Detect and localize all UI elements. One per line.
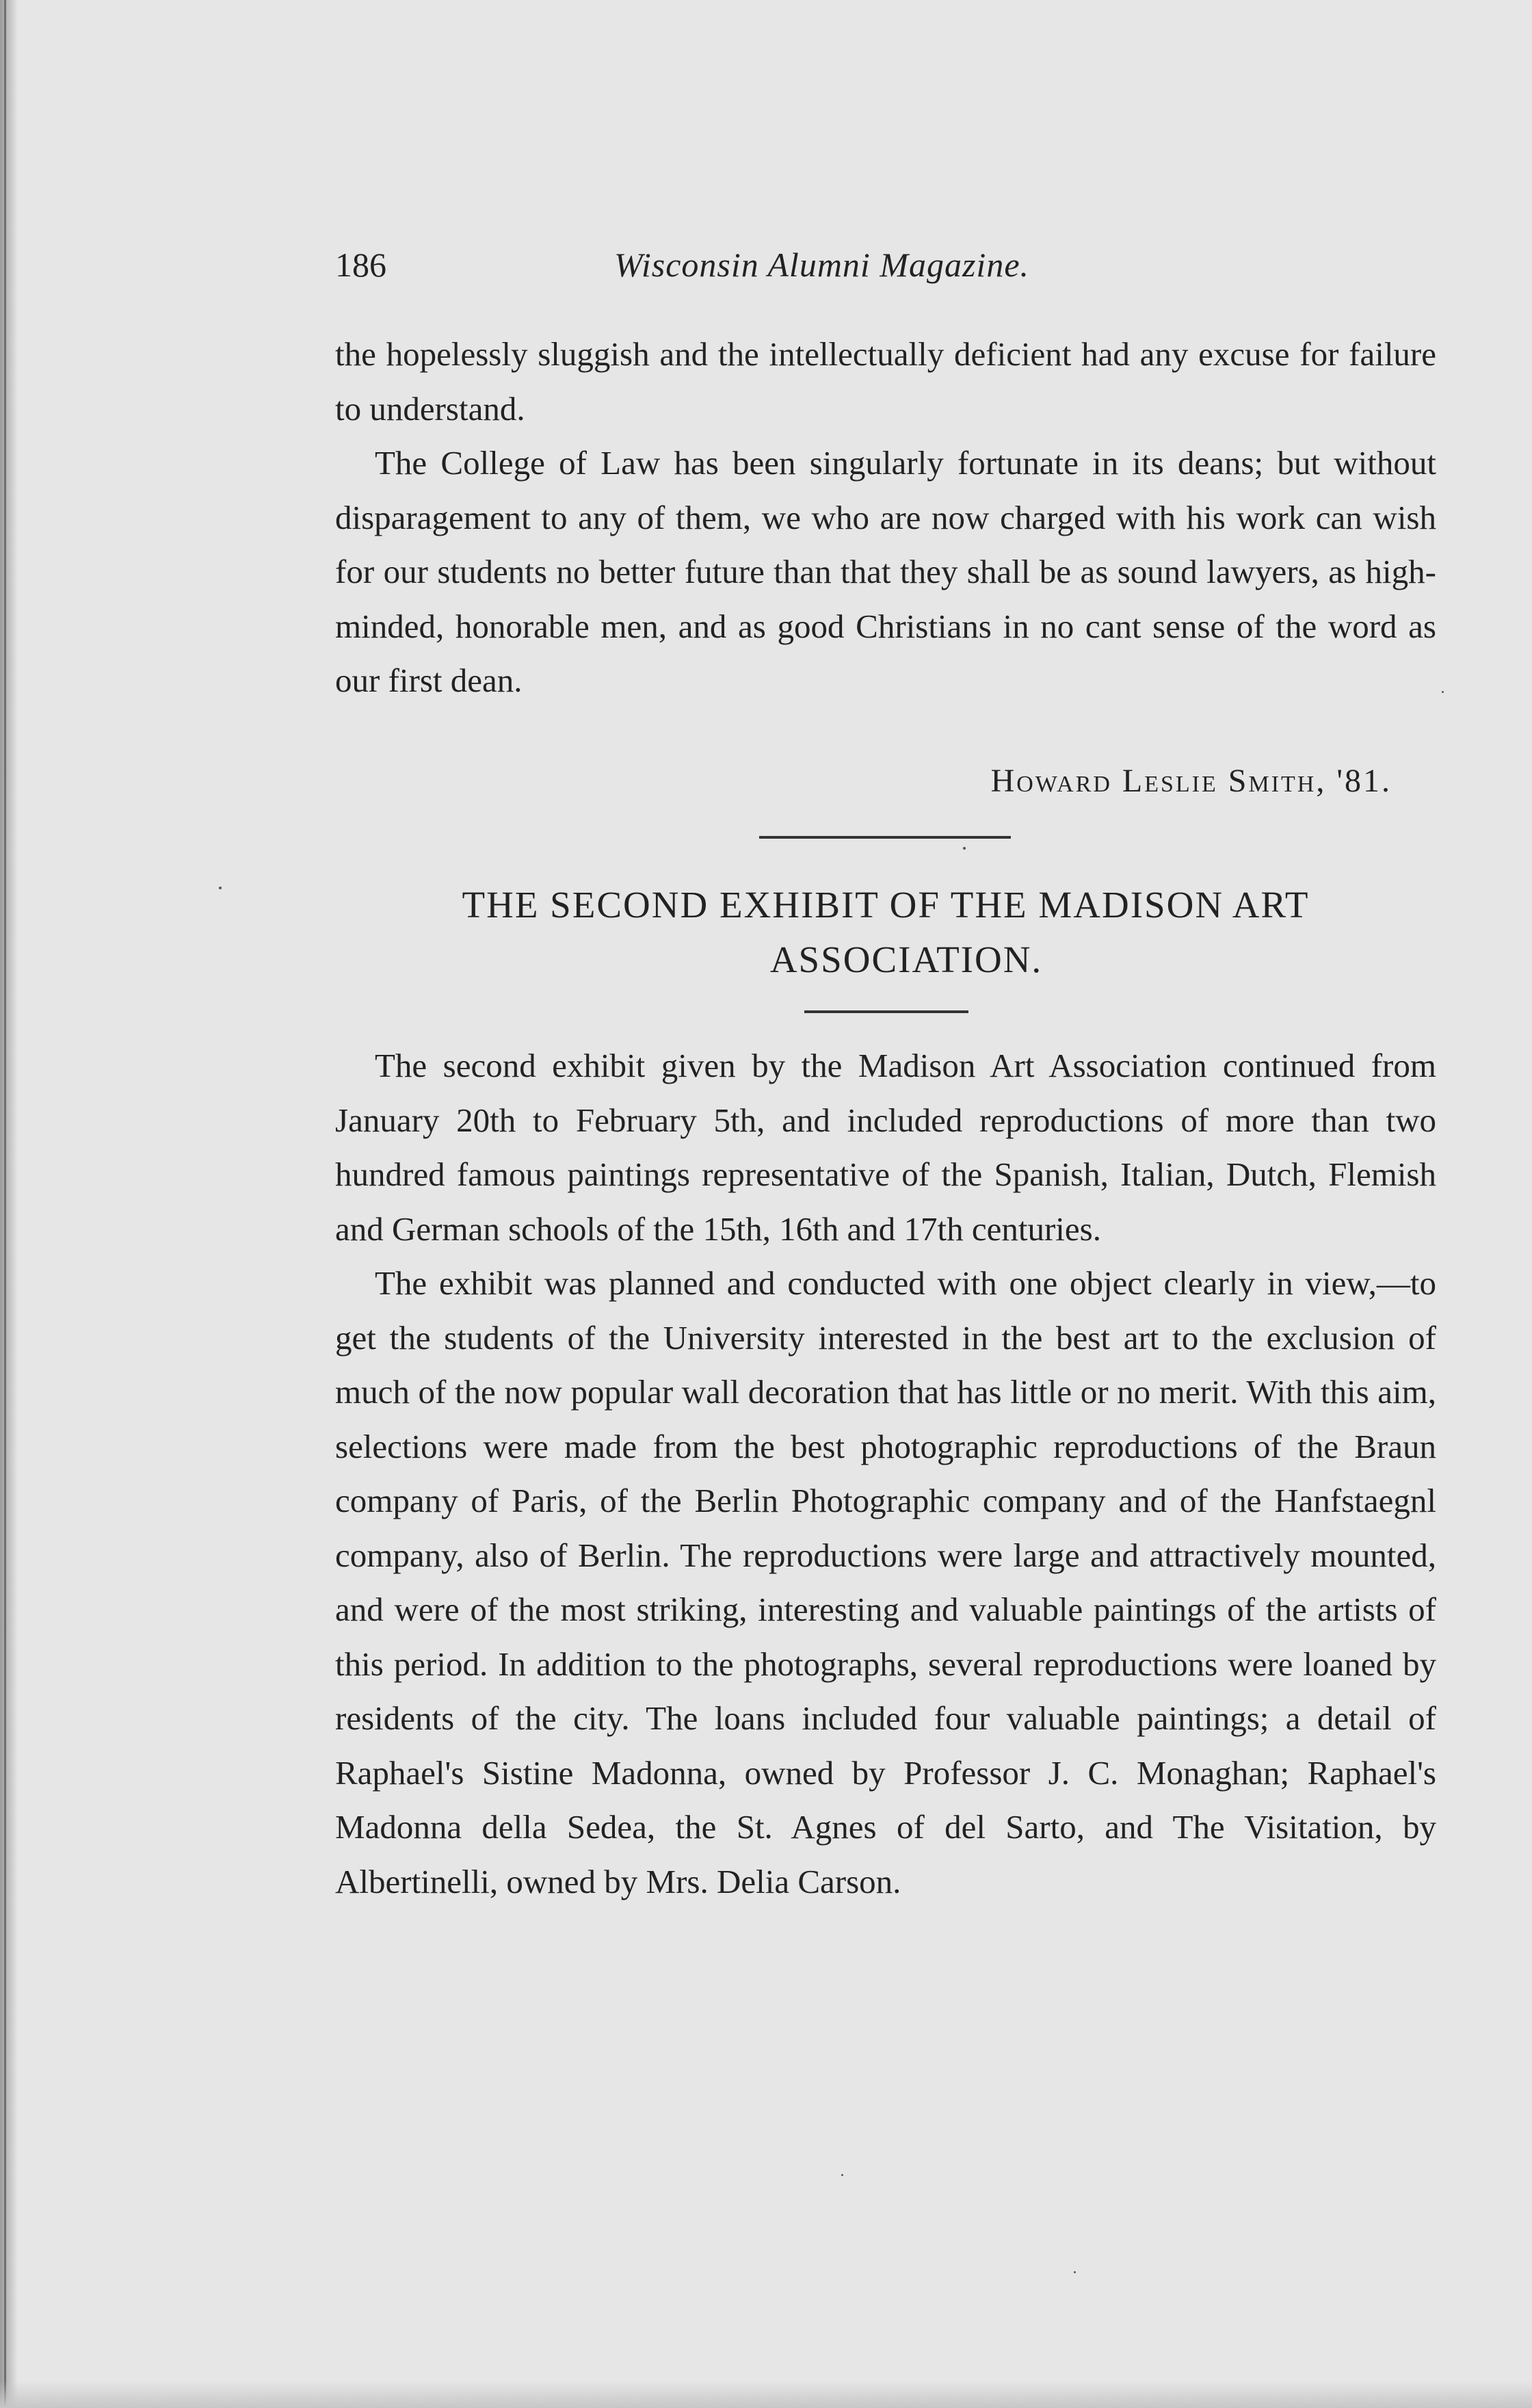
paper-speck [1442,691,1444,693]
author-signature: Howard Leslie Smith, '81. [990,763,1392,799]
section-divider [759,836,1011,839]
running-head [335,241,1436,289]
paper-speck [1074,2271,1076,2273]
article-paragraph: The second exhibit given by the Madison Art Association continued from January 20th to February 5th, and included reproductions of more than two hundred famous paintings representative of the Spanish, Italian, Dutch, Flemish and German schools of the 15th, 16th and 17th centuries. [335,1047,1436,1248]
binding-shadow [0,0,18,2408]
page-number: 186 [335,246,386,284]
journal-title: Wisconsin Alumni Magazine. [614,246,1030,284]
article-title-line-2: ASSOCIATION. [769,939,1043,980]
article-title-line-1: THE SECOND EXHIBIT OF THE MADISON ART [462,884,1310,926]
page-bottom-shadow [0,2381,1532,2408]
previous-article-paragraph: the hopelessly sluggish and the intellectually deficient had any excuse for failure to understand. [335,335,1436,428]
title-underline [804,1010,968,1013]
previous-article-text [335,327,1436,708]
paper-speck [841,2174,843,2176]
article-paragraph: The exhibit was planned and conducted with one object clearly in view,—to get the students of the University interested in the best art to the exclusion of much of the now popular wall decoration that has little or no merit. With this aim, selections were made from the best photographic reproductions of the Braun company of Paris, of the Berlin Photographic company and of the Hanfstaegnl company, also of Berlin. The reproductions were large and attractively mounted, and were of the most striking, interesting and valuable paintings of the artists of this period. In addition to the photographs, several reproductions were loaned by residents of the city. The loans included four valuable paintings; a detail of Raphael's Sistine Madonna, owned by Professor J. C. Monaghan; Raphael's Madonna della Sedea, the St. Agnes of del Sarto, and The Visitation, by Albertinelli, owned by Mrs. Delia Carson. [335,1264,1436,1900]
page-edge [4,0,6,2408]
paper-speck [963,847,966,850]
previous-article-paragraph: The College of Law has been singularly fortunate in its deans; but without disparagement to any of them, we who are now charged with his work can wish for our students no better future than that they shall be as sound lawyers, as high-minded, honorable men, and as good Christians in no cant sense of the word as our first dean. [335,444,1436,699]
article-title [335,878,1436,987]
article-body [335,1038,1436,1909]
paper-speck [219,887,222,889]
